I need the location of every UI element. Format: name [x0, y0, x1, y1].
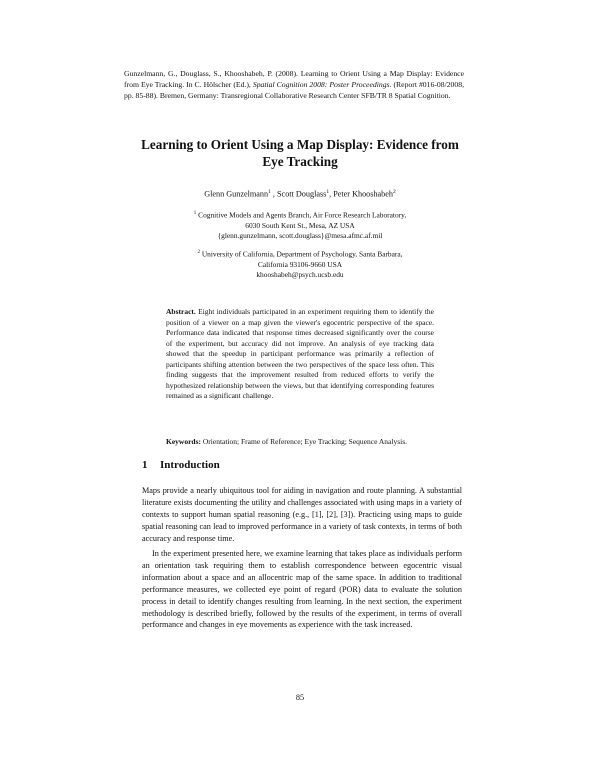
abstract: [166, 307, 434, 402]
author-name: Peter Khooshabeh: [333, 189, 394, 199]
author-affiliation-mark: 1: [326, 189, 330, 195]
paper-title: Learning to Orient Using a Map Display: Evidence from Eye Tracking: [141, 137, 459, 169]
abstract-label: Abstract.: [166, 307, 196, 316]
section-heading: [142, 459, 220, 471]
affiliation-line: 6030 South Kent St., Mesa, AZ USA: [245, 220, 355, 230]
author-separator: ,: [270, 189, 277, 199]
body-paragraph: In the experiment presented here, we examine learning that takes place as individuals perform an orientation task requiring them to establish correspondence between egocentric visual information about a space and an allocentric map of the same space. In addition to traditional performance measures, we collected eye point of regard (POR) data to evaluate the solution process in detail to identify changes resulting from learning. In the next section, the experiment methodology is described briefly, followed by the results of the experiment, in terms of overall performance and changes in eye movements as experience with the task increased.: [142, 549, 462, 630]
author-affiliation-mark: 1: [268, 189, 271, 195]
keywords-text: Orientation; Frame of Reference; Eye Tracking; Sequence Analysis.: [202, 437, 407, 446]
abstract-text: Eight individuals participated in an experiment requiring them to identify the position of a viewer on a map given the viewer's egocentric perspective of the space. Performance data indicated that response times decreased significantly over the course of the experiment, but accuracy did not improve. An analysis of eye tracking data showed that the speedup in participant performance was primarily a reflection of participants shifting attention between the two perspectives of the space less often. This finding suggests that the improvement resulted from reduced efforts to verify the hypothesized relationship between the views, but that identifying corresponding features remained as a significant challenge.: [166, 307, 434, 401]
affiliation-email: khooshabeh@psych.ucsb.edu: [256, 270, 344, 280]
body-paragraph: Maps provide a nearly ubiquitous tool for aiding in navigation and route planning. A substantial literature exists documenting the utility and challenges associated with using maps in a variety of contexts to support human spatial reasoning (e.g., [1], [2], [3]). Practicing using maps to guide spatial reasoning can lead to improved performance in a variety of task contexts, in terms of both accuracy and response time.: [142, 486, 462, 543]
citation-text: Gunzelmann, G., Douglass, S., Khooshabeh, P. (2008). Learning to Orient Using a Map Display: Evidence from Eye Tracking. In C. Hölscher (Ed.),: [124, 69, 464, 90]
keywords: [166, 437, 434, 448]
citation-proceedings: Spatial Cognition 2008: Poster Proceedings: [252, 80, 390, 90]
author-affiliation-mark: 2: [393, 189, 396, 195]
author-list: [120, 187, 480, 200]
affiliation-mark: 2: [197, 250, 200, 255]
keywords-label: Keywords:: [166, 437, 201, 446]
affiliation-email: {glenn.gunzelmann, scott.douglass}@mesa.afmc.af.mil: [217, 231, 383, 241]
section-number: 1: [142, 459, 148, 471]
citation-text-end: . (Report #016-08/2008, pp. 85-88). Bremen, Germany: Transregional Collaborative Research Center SFB/TR 8 Spatial Cognition.: [124, 80, 465, 101]
affiliation-line: California 93106-9660 USA: [257, 259, 343, 269]
section-title: Introduction: [160, 459, 220, 471]
author-name: Scott Douglass: [277, 189, 327, 199]
citation-block: [124, 68, 464, 102]
affiliation-2: [150, 248, 450, 280]
author-name: Glenn Gunzelmann: [204, 189, 269, 199]
affiliation-line: $^1$ Cognitive Models and Agents Branch, Air Force Research Laboratory,: [193, 210, 407, 220]
page-number: 85: [295, 693, 305, 702]
affiliation-line: $^2$ University of California, Department of Psychology, Santa Barbara,: [197, 249, 403, 259]
affiliation-mark: 1: [193, 211, 197, 216]
author-separator: ,: [329, 189, 334, 199]
affiliation-1: [150, 209, 450, 241]
